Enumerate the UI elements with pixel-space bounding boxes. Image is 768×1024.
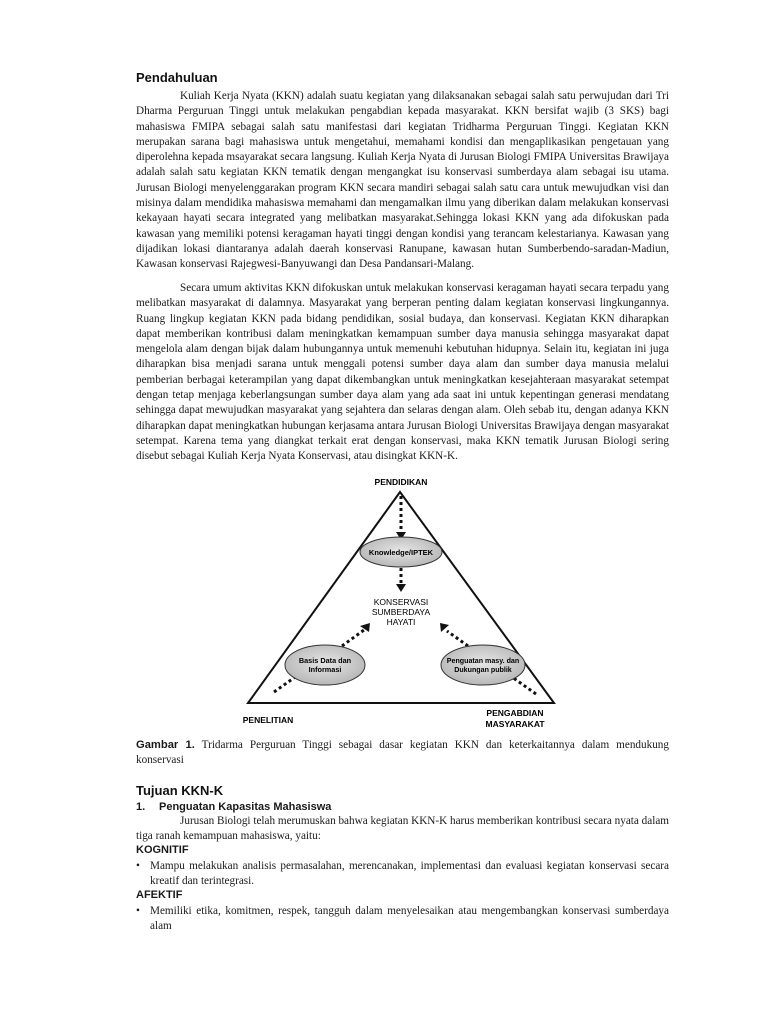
subheading-penguatan: Penguatan Kapasitas Mahasiswa — [159, 801, 332, 813]
label-penelitian: PENELITIAN — [242, 715, 294, 725]
paragraph-intro-1: Kuliah Kerja Nyata (KKN) adalah suatu kegiatan yang dilaksanakan sebagai salah satu perwujudan dari Tri Dharma Perguruan Tinggi untuk melakukan pengabdian kepada masyarakat. KKN bersifat wajib (3 SKS) bagi mahasiswa FMIPA sebagai salah satu manifestasi dari kegiatan Tridharma Perguruan Tinggi. Kegiatan KKN merupakan sarana bagi mahasiswa untuk mengetahui, memahami kondisi dan mengaplikasikan pengetauan yang diperolehna kepada msayarakat secara langsung. Kuliah Kerja Nyata di Jurusan Biologi FMIPA Universitas Brawijaya adalah salah satu kegiatan KKN tematik dengan mengangkat isu konservasi sumberdaya alam sebagai isu utama. Jurusan Biologi menyelenggarakan program KKN secara mandiri sebagai salah satu cara untuk mewujudkan visi dan misinya dalam mendidika mahasiswa memahami dan mengamalkan ilmu yang diberikan dalam melakukan konservasi kekayaan hayati secara integrated yang melibatkan masyarakat.Sehingga lokasi KKN yang ada difokuskan pada kawasan yang memiliki potensi keragaman hayati tinggi dengan kondisi yang terancam kelestarianya. Kawasan yang dijadikan lokasi diantaranya adalah daerah konservasi Ranupane, kawasan hutan Sumberbendo-saradan-Madiun, Kawasan konservasi Rajegwesi-Banyuwangi dan Desa Pandansari-Malang. — [136, 90, 669, 271]
ellipse-knowledge-label: Knowledge/IPTEK — [368, 548, 434, 557]
label-kognitif: KOGNITIF — [136, 844, 189, 856]
label-pengabdian: PENGABDIAN — [486, 708, 544, 718]
section-heading-tujuan: Tujuan KKN-K — [136, 783, 224, 798]
section-heading-pendahuluan: Pendahuluan — [136, 70, 218, 85]
ellipse-basis-data-label-1: Basis Data dan — [298, 656, 352, 665]
bullet-afektif — [136, 904, 669, 935]
label-masyarakat: MASYARAKAT — [485, 719, 545, 729]
bullet-dot: • — [136, 905, 140, 917]
paragraph-tujuan-intro: Jurusan Biologi telah merumuskan bahwa kegiatan KKN-K harus memberikan kontribusi secara nyata dalam tiga ranah kemampuan mahasiswa, yaitu: — [136, 815, 669, 843]
subheading-number: 1. — [136, 801, 146, 813]
arrowhead-center-top — [396, 584, 406, 592]
tridarma-diagram — [230, 470, 570, 740]
paragraph-intro-2: Secara umum aktivitas KKN difokuskan untuk melakukan konservasi keragaman hayati secara terpadu yang melibatkan masyarakat di dalamnya. Masyarakat yang berperan penting dalam kegiatan konservasi lingkungannya. Ruang lingkup kegiatan KKN pada bidang pendidikan, sosial budaya, dan konservasi. Kegiatan KKN diharapkan dapat memberikan kontribusi dalam meningkatkan kemampuan sumber daya manusia sehingga masyarakat dapat mengelola alam dengan bijak dalam hubungannya untuk memenuhi kebutuhan hidupnya. Selain itu, kegiatan ini juga diharapkan bisa menjadi sarana untuk menggali potensi sumber daya alam dan sumber daya manusia melalui pemberian berbagai keterampilan yang dapat dikembangkan untuk meningkatkan kesejahteraan masyarakat setempat dengan tetap menjaga keberlangsungan sumber daya alam yang ada saat ini untuk kepentingan generasi mendatang sehingga dapat mewujudkan masyarakat yang sejahtera dan selaras dengan alam. Oleh sebab itu, dengan adanya KKN diharapkan dapat meningkatkan hubungan kerjasama antara Jurusan Biologi Universitas Brawijaya dengan masyarakat setempat. Karena tema yang diangkat terkait erat dengan konservasi, maka KKN tematik Jurusan Biologi sering disebut sebagai Kuliah Kerja Nyata Konservasi, atau disingkat KKN-K. — [136, 282, 669, 463]
center-label-3: HAYATI — [386, 617, 416, 627]
label-afektif: AFEKTIF — [136, 889, 183, 901]
ellipse-penguatan-label-1: Penguatan masy. dan — [446, 657, 520, 665]
caption-text: Tridarma Perguruan Tinggi sebagai dasar kegiatan KKN dan keterkaitannya dalam mendukung konservasi — [136, 739, 669, 767]
figure-caption — [136, 738, 669, 769]
ellipse-basis-data-label-2: Informasi — [308, 665, 342, 674]
bullet-kognitif — [136, 859, 669, 890]
bullet-afektif-text: Memiliki etika, komitmen, respek, tangguh dalam menyelesaikan atau mengembangkan konservasi sumberdaya alam — [150, 905, 669, 933]
arrow-rightellipse-to-center — [447, 631, 468, 646]
caption-label: Gambar 1. — [136, 739, 195, 751]
bullet-kognitif-text: Mampu melakukan analisis permasalahan, merencanakan, implementasi dan evaluasi kegiatan konservasi secara kreatif dan terintegrasi. — [150, 860, 669, 888]
ellipse-penguatan-label-2: Dukungan publik — [454, 666, 512, 674]
arrow-leftellipse-to-center — [342, 630, 364, 646]
center-label-1: KONSERVASI — [373, 597, 429, 607]
center-label-2: SUMBERDAYA — [371, 607, 431, 617]
arrow-rightcorner-to-ellipse — [512, 677, 536, 694]
bullet-dot: • — [136, 860, 140, 872]
label-pendidikan: PENDIDIKAN — [374, 477, 428, 487]
ellipse-penguatan — [441, 645, 525, 685]
